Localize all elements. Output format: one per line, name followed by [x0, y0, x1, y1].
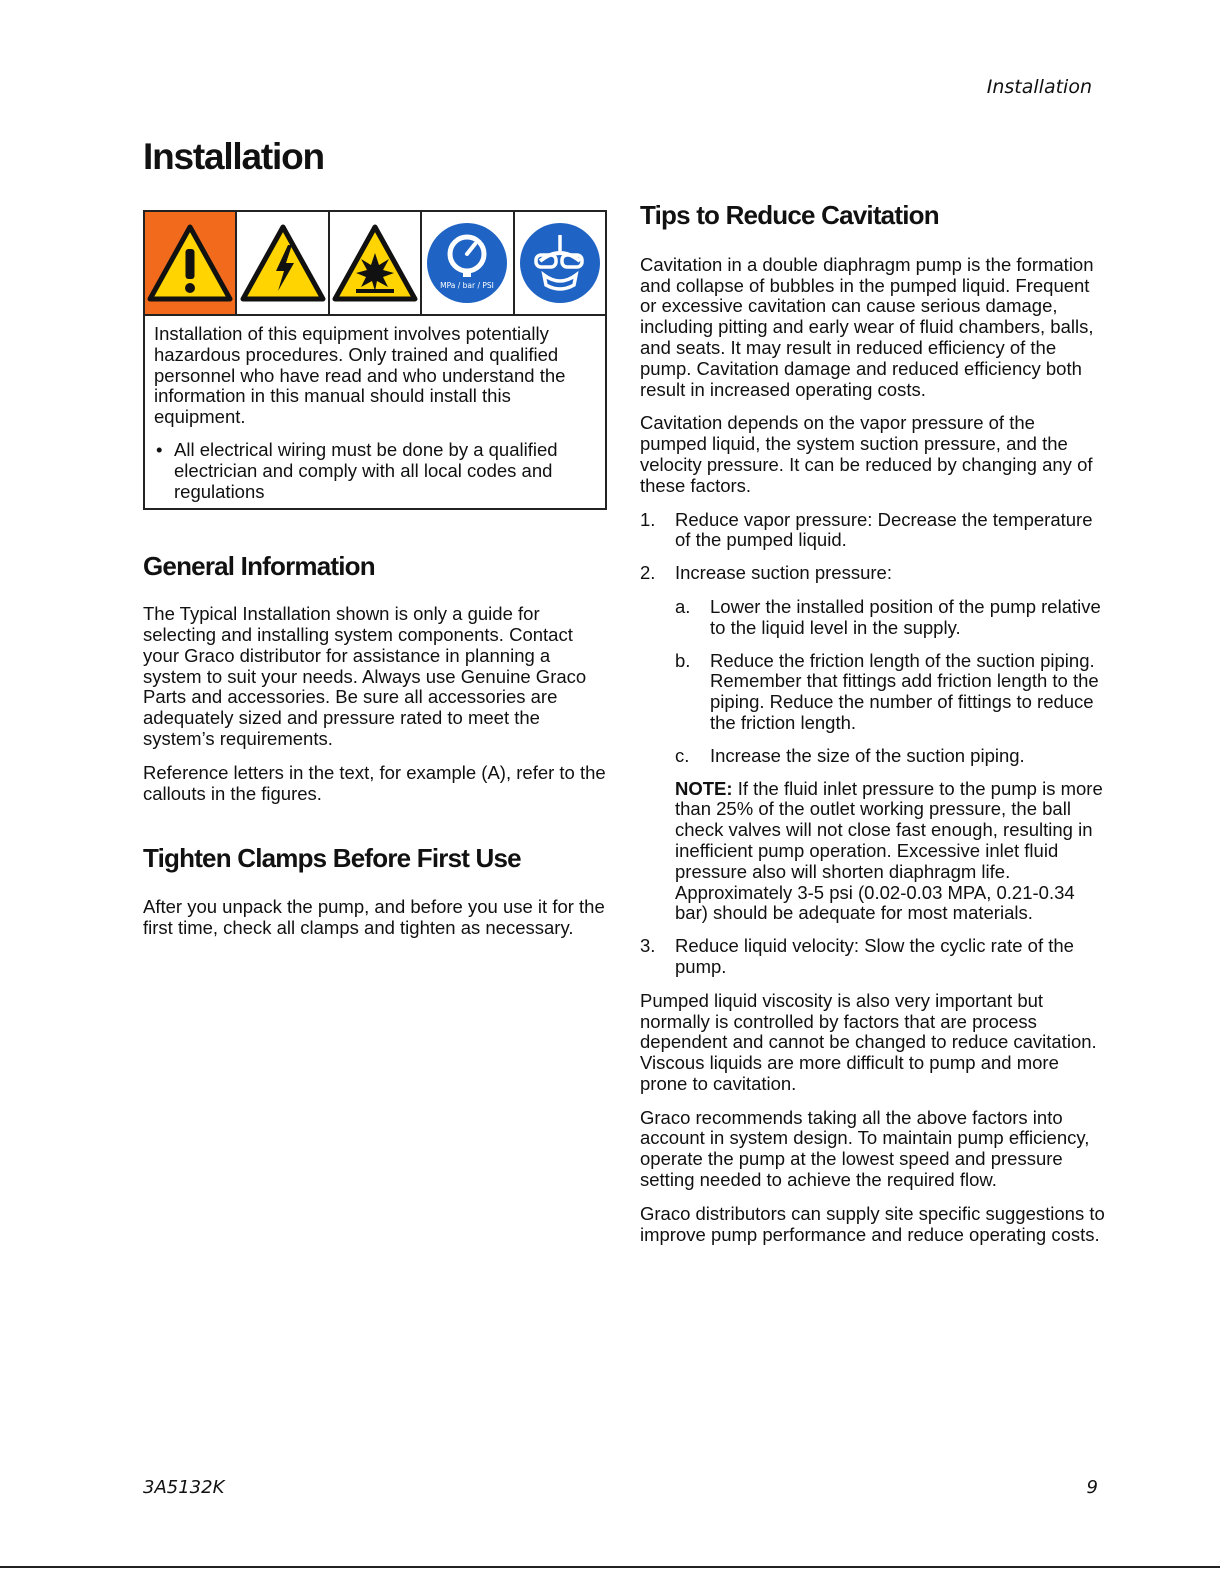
warning-text: [145, 316, 605, 508]
general-information-paragraph: The Typical Installation shown is only a guide for selecting and installing system components. Contact your Graco distributor for assistance in planning a system to suit your needs. Always use Genuine Graco Parts and accessories. Be sure all accessories are adequately sized and pressure rated to meet the system’s requirements.: [143, 603, 587, 749]
substep-text: Lower the installed position of the pump relative to the liquid level in the supply.: [710, 595, 1101, 638]
pressure-units-label: MPa / bar / PSI: [440, 281, 495, 290]
step-marker: 2.: [640, 562, 656, 584]
tips-heading: Tips to Reduce Cavitation: [640, 200, 939, 230]
tighten-clamps-paragraph: After you unpack the pump, and before you use it for the first time, check all clamps and tighten as necessary.: [143, 896, 605, 938]
right-column: [640, 200, 1106, 1258]
general-warning-icon: [145, 212, 237, 314]
page-number: 9: [1086, 1477, 1098, 1498]
left-column: [143, 210, 607, 952]
step-marker: 3.: [640, 935, 656, 957]
tips-intro-paragraph: Cavitation depends on the vapor pressure of the pumped liquid, the system suction pressure, and the velocity pressure. It can be reduced by changing any of these factors.: [640, 412, 1093, 496]
tips-substep: [675, 746, 1106, 767]
warning-bullets: [154, 440, 596, 502]
pressure-gauge-icon: [422, 212, 514, 314]
tips-closing-paragraph: Graco recommends taking all the above factors into account in system design. To maintain pump efficiency, operate the pump at the lowest speed and pressure setting needed to achieve the required flow.: [640, 1106, 1090, 1191]
electric-shock-icon: [237, 212, 329, 314]
bottom-rule: [0, 1566, 1220, 1568]
general-information-paragraph: Reference letters in the text, for example (A), refer to the callouts in the figures.: [143, 761, 606, 804]
note-paragraph: [675, 779, 1106, 925]
hazard-icon-row: [145, 212, 605, 316]
page-title: Installation: [143, 136, 324, 177]
tighten-clamps-heading: Tighten Clamps Before First Use: [143, 843, 521, 874]
step-marker: 1.: [640, 508, 656, 530]
tips-substep: [675, 651, 1106, 734]
tips-step: [640, 563, 1106, 924]
tips-step: [640, 510, 1106, 552]
tips-steps: [640, 510, 1106, 978]
document-number: 3A5132K: [143, 1477, 225, 1498]
step-text: Reduce liquid velocity: Slow the cyclic rate of the pump.: [675, 935, 1074, 977]
tips-intro-paragraph: Cavitation in a double diaphragm pump is the formation and collapse of bubbles in the pumped liquid. Frequent or excessive cavitation can cause serious damage, including pitting and early wear of fluid chambers, balls, and seats. It may result in reduced efficiency of the pump. Cavitation damage and reduced efficiency both result in increased operating costs.: [640, 253, 1094, 400]
step-text: Increase suction pressure:: [675, 562, 892, 584]
running-header: Installation: [986, 76, 1092, 98]
tips-substeps: [675, 597, 1106, 767]
tips-closing-paragraph: Pumped liquid viscosity is also very important but normally is controlled by factors that are process dependent and cannot be changed to reduce cavitation. Viscous liquids are more difficult to pump and more prone to cavitation.: [640, 989, 1097, 1094]
note-label: NOTE:: [675, 777, 733, 799]
general-information-heading: General Information: [143, 551, 375, 582]
substep-marker: a.: [675, 595, 691, 617]
fire-explosion-icon: [330, 212, 422, 314]
substep-text: Increase the size of the suction piping.: [710, 744, 1025, 766]
warning-box: [143, 210, 607, 510]
eye-protection-icon: [515, 212, 605, 314]
substep-marker: b.: [675, 649, 691, 671]
substep-text: Reduce the friction length of the suction piping. Remember that fittings add friction length to the piping. Reduce the number of fittings to reduce the friction length.: [710, 649, 1099, 733]
substep-marker: c.: [675, 744, 690, 766]
warning-bullet: • All electrical wiring must be done by a qualified electrician and comply with all local codes and regulations: [154, 440, 596, 502]
warning-paragraph: Installation of this equipment involves potentially hazardous procedures. Only trained and qualified personnel who have read and who understand the information in this manual should install this equipment.: [154, 323, 566, 428]
tips-substep: [675, 597, 1106, 639]
tips-step: [640, 936, 1106, 978]
step-text: Reduce vapor pressure: Decrease the temperature of the pumped liquid.: [675, 508, 1093, 551]
note-text: If the fluid inlet pressure to the pump is more than 25% of the outlet working pressure, the ball check valves will not close fast enough, resulting in inefficient pump operation. Excessive inlet fluid pressure also will shorten diaphragm life. Approximately 3-5 psi (0.02-0.03 MPA, 0.21-0.34 bar) should be adequate for most materials.: [675, 777, 1103, 924]
tips-closing-paragraph: Graco distributors can supply site specific suggestions to improve pump performance and reduce operating costs.: [640, 1202, 1105, 1245]
